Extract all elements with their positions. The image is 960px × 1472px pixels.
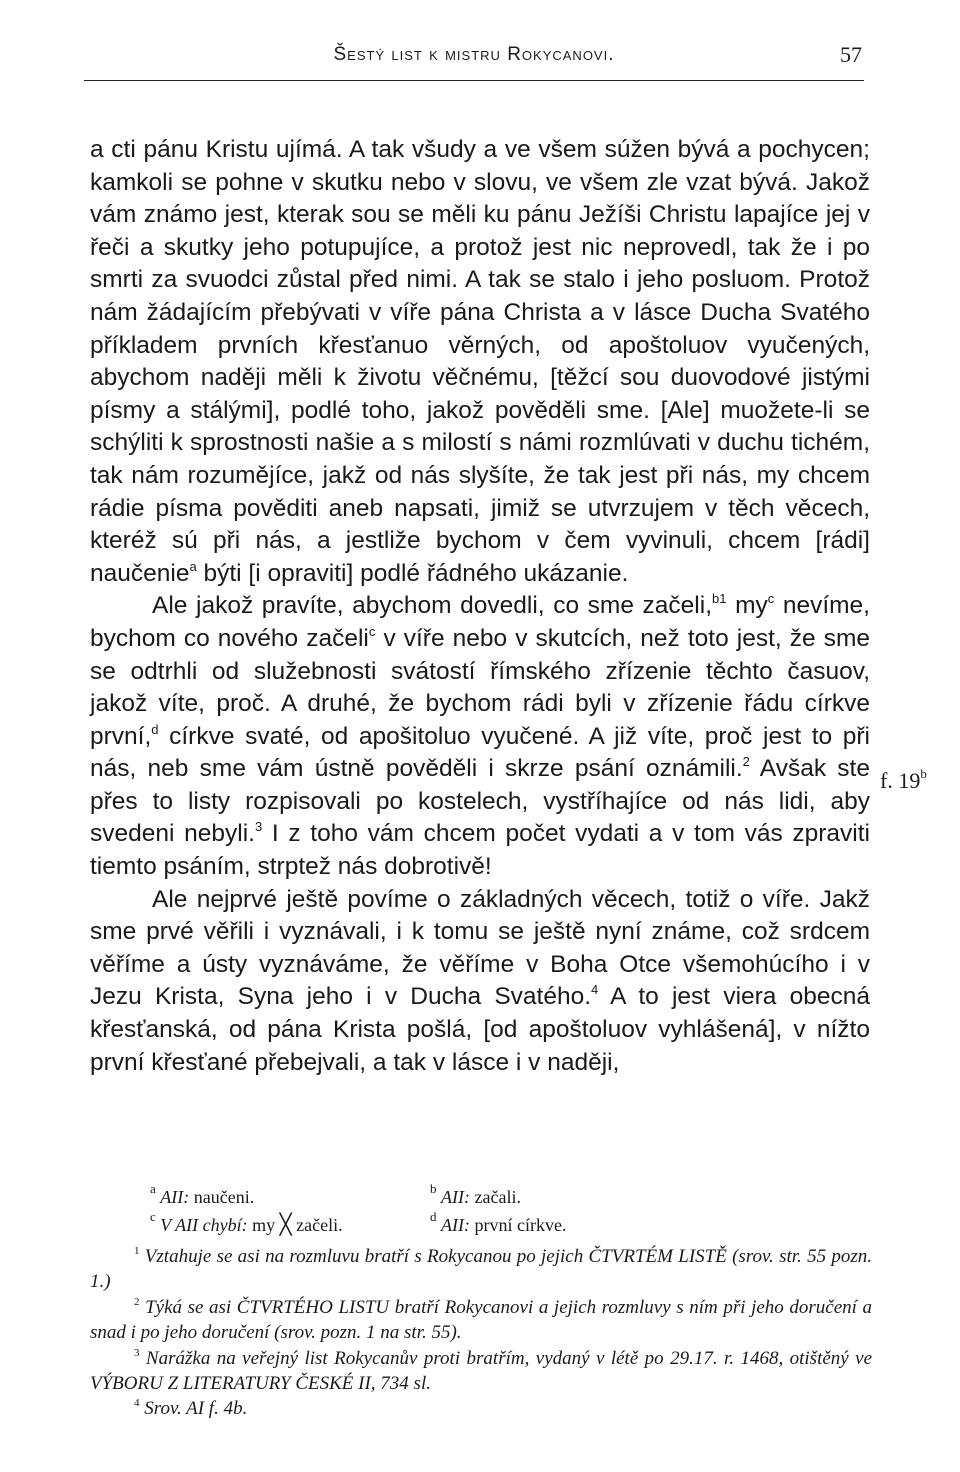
footnote-ref-a: a (189, 558, 197, 574)
footnote-text: Vztahuje se asi na rozmluvu bratří s Rokycanou po jejich ČTVRTÉM LISTĚ (srov. str. 55 pozn. 1.) (90, 1246, 872, 1293)
apparatus-row (150, 1183, 710, 1211)
apparatus-mark: d (430, 1209, 437, 1224)
paragraph-2-text: Avšak ste přes to listy rozpisovali po kostelech, vystříhajíce od nás lidi, aby svedeni nebyli. (90, 755, 870, 848)
running-head: Šestý list k mistru Rokycanovi. (333, 44, 615, 65)
apparatus-entry-d (430, 1211, 710, 1239)
paragraph-2-text: církve svaté, od apošitoluo vyučené. A již víte, proč jest to při nás, neb sme vám ústně pověděli i skrze psání oznámili. (90, 722, 870, 783)
page-number: 57 (840, 42, 862, 67)
footnote-ref-c: c (368, 623, 376, 639)
footnote-number: 4 (134, 1397, 140, 1410)
paragraph-3-text: A to jest viera obecná křesťanská, od pána Krista pošlá, [od apoštoluov vyhlášená], v nížto první křesťané přebejvali, a tak v lásce i v naději, (90, 983, 871, 1076)
apparatus-siglum: AII: (160, 1187, 190, 1207)
apparatus-mark: c (150, 1209, 156, 1224)
paragraph-1 (90, 134, 870, 590)
paragraph-2-text: v víře nebo v skutcích, než toto jest, že sme se odtrhli od služebnosti svátostí římského zřízenie těchto časuov, jakož víte, proč. A druhé, že bychom rádi byli v zřízenie řádu církve první, (90, 624, 870, 750)
apparatus-siglum: V AII chybí: (160, 1215, 248, 1235)
footnote-text: Týká se asi ČTVRTÉHO LISTU bratří Rokycanovi a jejich rozmluvy s ním při jeho doručení a snad i po jeho doručení (srov. pozn. 1 na str. 55). (90, 1296, 872, 1344)
folio-marginal-note (880, 768, 927, 794)
apparatus-mark: b (430, 1181, 437, 1196)
paragraph-2 (90, 590, 870, 883)
paragraph-3 (90, 884, 870, 1080)
footnote-3 (90, 1346, 872, 1397)
footnote-1 (90, 1244, 872, 1295)
footnote-text: Srov. AI f. 4b. (144, 1398, 248, 1420)
footnote-ref-4: 4 (591, 982, 599, 998)
paragraph-2-text: my (726, 592, 768, 620)
transposition-mark-icon: ╳ (279, 1214, 292, 1236)
footnote-ref-2: 2 (742, 754, 750, 770)
folio-side: b (920, 766, 927, 781)
apparatus-siglum: AII: (441, 1187, 470, 1207)
footnote-ref-b1: b1 (712, 591, 727, 607)
apparatus-entry-a (150, 1183, 430, 1211)
apparatus-reading: první církve. (469, 1215, 567, 1235)
footnote-ref-3: 3 (254, 819, 263, 835)
apparatus-reading: začali. (469, 1187, 521, 1207)
page-header (84, 40, 864, 81)
footnote-4 (90, 1396, 872, 1421)
paragraph-1-text-end: býti [i opraviti] podlé řádného ukázanie. (196, 559, 629, 587)
footnote-number: 2 (134, 1295, 140, 1308)
footnotes (90, 1244, 872, 1422)
footnote-ref-c: c (767, 591, 775, 607)
footnote-text: Narážka na veřejný list Rokycanův proti bratřím, vydaný v létě po 29.17. r. 1468, otištěný ve VÝBORU Z LITERATURY ČESKÉ II, 734 sl. (90, 1347, 873, 1395)
apparatus-reading: my (247, 1215, 280, 1235)
apparatus-reading: začeli. (291, 1215, 343, 1235)
paragraph-3-text: Ale nejprvé ještě povíme o základných věcech, totiž o víře. Jakž sme prvé věřili i vyznávali, i k tomu se ještě nyní známe, což srdcem věříme a ústy vyznáváme, že věříme v Boha Otce všemohúcího i v Jezu Krista, Syna jeho i v Ducha Svatého. (90, 885, 870, 1011)
footnote-ref-d: d (151, 721, 159, 737)
apparatus-mark: a (150, 1181, 156, 1196)
critical-apparatus (150, 1183, 710, 1239)
apparatus-siglum: AII: (441, 1215, 470, 1235)
apparatus-entry-b (430, 1183, 710, 1211)
apparatus-row (150, 1211, 710, 1239)
apparatus-entry-c (150, 1211, 430, 1239)
footnote-number: 1 (134, 1245, 140, 1257)
paragraph-2-text: I z toho vám chcem počet vydati a v tom vás zpraviti tiemto psáním, strptež nás dobrotivě! (90, 820, 870, 881)
apparatus-reading: naučeni. (189, 1187, 255, 1207)
paragraph-2-text: Ale jakož pravíte, abychom dovedli, co sme začeli, (152, 592, 712, 620)
footnote-number: 3 (134, 1346, 140, 1359)
paragraph-2-text: nevíme, bychom co nového začeli (90, 592, 870, 652)
paragraph-1-text: a cti pánu Kristu ujímá. A tak všudy a ve všem súžen bývá a pochycen; kamkoli se pohne v skutku nebo v slovu, ve všem zle vzat bývá. Jakož vám známo jest, kterak sou se měli ku pánu Ježíši Christu lapajíce jej v řeči a skutky jeho potupujíce, a protož jest nic neprovedl, tak že i po smrti za svuodci zůstal před nimi. A tak se stalo i jeho posluom. Protož nám žádajícím přebývati v víře pána Christa a v lásce Ducha Svatého příkladem prvních křesťanuo věrných, od apoštoluov vyučených, abychom naději měli k životu věčnému, [těžcí sou duovodové jistými písmy a stálými], podlé toho, jakož pověděli sme. [Ale] muožete-li se schýliti k sprostnosti našie a s milostí s námi rozmlúvati v duchu tichém, tak nám rozumějíce, jakž od nás slyšíte, že tak jest při nás, my chcem rádie písma pověditi aneb napsati, jimiž se utvrzujem v těch věcech, kteréž sú při nás, a jestliže bychom v čem vyvinuli, chcem [rádi] naučenie (90, 136, 870, 587)
footnote-2 (90, 1295, 872, 1346)
main-text (90, 134, 870, 1079)
folio-label: f. 19 (880, 768, 921, 793)
